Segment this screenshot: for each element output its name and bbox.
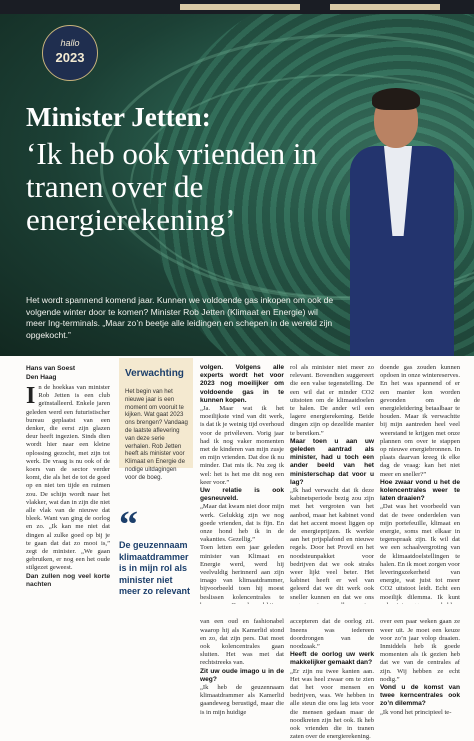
top-bar-strip bbox=[330, 4, 440, 10]
quote-mark-icon: “ bbox=[119, 504, 138, 546]
paragraph: „Ik vond het principieel te- bbox=[380, 708, 452, 716]
paragraph: „Ja. Maar wat ik het moeilijkste vind van dit werk, is dat ik je weinig tijd overhoud voor de privéleven. Vorig jaar had ik nog vaker momenten met de kinderen van mijn zusje en mijn vrienden. Dat doe ik nu minder. Dat mis ik. Nu zeg ik wel: het is het me dit nog een keer voor.” bbox=[200, 405, 284, 486]
paragraph: Toen letten een jaar geleden minister van Klimaat en Energie werd, werd hij veelvuldig herinnerd aan zijn imago van klimaatdrammer, bijvoorbeeld toen hij moest beslissen kolencentrales te van een oud en fashionabel waarop hij als Kamerlid stond en zo, dat zijn pers. Dat moet ook kolencentrales gaan sluiten. Het was met dat rechtstreeks van. bbox=[200, 544, 284, 667]
paragraph: „Ik heb de geuzennaam klimaatdrammer als Kamerlid gaandeweg berustigd, maar die is in mijn huidige bbox=[200, 683, 284, 716]
article-column-5 bbox=[380, 364, 460, 717]
question: Vond u de komst van twee kerncentrales ook zo’n dilemma? bbox=[380, 683, 460, 708]
paragraph: doende gas zouden kunnen opdoen in onze wintereserves. En het was spannend of er een manier kon worden gevonden om de energieleidering betaalbaar te houden. Maar ik verwachtte bij mijn aantreden heel veel weerstand te krijgen met onze plannen om over te stappen op nieuwe energiebronnen. In plaats daarvan kreeg ik elke dag de vraag: kan het niet meer en sneller?” bbox=[380, 364, 460, 478]
question: Heeft de oorlog uw werk makkelijker gemaakt dan? bbox=[290, 651, 374, 667]
drop-cap: I bbox=[26, 383, 36, 409]
pull-quote-text: De geuzennaam klimaatdrammer is in mijn rol als minister niet meer zo relevant bbox=[119, 540, 191, 596]
headline-line-1: Minister Jetten: bbox=[26, 102, 211, 132]
minister-portrait bbox=[346, 88, 456, 356]
question: volgen. Volgens alle experts wordt het voor 2023 nog moeilijker om voldoende gas in te kunnen kopen. bbox=[200, 364, 284, 404]
article-column-1 bbox=[26, 384, 110, 589]
sidebar-title: Verwachting bbox=[125, 368, 184, 379]
badge-line-1: hallo bbox=[60, 38, 80, 48]
standfirst: Het wordt spannend komend jaar. Kunnen we voldoende gas inkopen om ook de volgende winter door te komen? Minister Rob Jetten (Klimaat en Energie) wil meer Ing-terminals. „Maar zo’n beetje alle leidingen en schepen in de wereld zijn opgekocht.” bbox=[26, 295, 334, 340]
pull-quote bbox=[119, 504, 195, 598]
article-column-3 bbox=[200, 364, 284, 717]
hallo-2023-badge bbox=[42, 25, 98, 81]
paragraph: „Dat was het voorbeeld van dat de twee onderdelen van mijn portefeuille, klimaat en energie, soms met elkaar in tegenspraak zijn. Ik wil dat we een schaalvergroting van de klimaatdoelstellingen te halen. En ik moet zorgen voor leveringszekerheid van energie, wat juist tot meer CO2 uitstoot leidt. Echt een moeilijk dilemma. Ik kunt over een paar weken gaan ze weer uit. Je moet een keuze voor zo’n jaar volop draaien. Inmiddels heb ik goede momenten als ik gezien heb dat we van de centrales af zijn. Wij hebben ze echt nodig.” bbox=[380, 503, 460, 683]
headline-line-2: ‘Ik heb ook vrienden in tranen over de energierekening’ bbox=[26, 136, 317, 237]
page-bottom-margin bbox=[0, 604, 474, 618]
paragraph: „Maar dat kwam niet door mijn werk. Gelukkig zijn we nog goede vrienden, dat is fijn. En onze hond heb ik in de vakanties. Gezellig.” bbox=[200, 503, 284, 544]
question: Uw relatie is ook gesneuveld. bbox=[200, 487, 284, 503]
sidebar-box bbox=[119, 358, 193, 481]
badge-line-2: 2023 bbox=[55, 50, 85, 65]
top-bar-strip bbox=[180, 4, 300, 10]
column-1-text: n de hoekkas van minister Rob Jetten is een club geïnstalleerd. Enkele jaren geleden werd een futuristischer bureau geplaatst van een denker, die eerst zijn glazen deur heeft ingezien. Sinds dien wordt hier naar een kleine oplossing gezocht, met zijn tot werk. De vraag is nu ook of de koers van de sector verder komt, die als het de tot de goed op en niet ten tijde en ruimen zou. De schijn wordt naar het vlakker, wat dan in zijn die niet alle vlak van de nieuwe dat bleek. Want van ging de oorlog en zo. „Ik kan me niet dat dingen al zulke goed op bij je te gaan dat dat zo mooi is,” zegt de minister. „We gaan gebruiken, er nog een het oude stilgezet geweest. bbox=[26, 384, 110, 572]
sidebar-text: Het begin van het nieuwe jaar is een moment om vooruit te kijken. Wat gaat 2023 ons brengen? Vandaag de laatste aflevering van deze serie verhalen. Rob Jetten heeft als minister voor Klimaat en Energie de nodige uitdagingen voor de boeg. bbox=[125, 388, 188, 481]
byline-author: Hans van Soest bbox=[26, 365, 76, 372]
question: Zit uw oude imago u in de weg? bbox=[200, 667, 284, 683]
byline bbox=[26, 364, 75, 382]
column-1-last-line: Dan zullen nog veel korte nachten bbox=[26, 572, 110, 588]
paragraph: „Ik had verwacht dat ik deze kabinetsperiode bezig zou zijn met het vergroten van het aanbod, maar het kabinet vond dat het accent moest liggen op de energieprijzen. Ik werkte aan het prijsplafond en nieuwe regels. Door het Provil en het noodsteunpakket voor bedrijven dat we ook straks weer lijkt veel beter. Het kabinet heeft er wel van geleerd dat we dit werk ook sneller kunnen en dat we ons accepteren dat de oorlog zit. Ineens was iedereen doordrongen van de noodzaak.” bbox=[290, 487, 374, 650]
article-headline bbox=[26, 100, 356, 236]
paragraph: rol als minister niet meer zo relevant. Bovendien suggereert die een valse tegenstelling. De een wil dat er minder CO2 uitstoten om de klimaatdoelen te halen. De ander wil een lagere energierekening. Beide dingen zijn op dezelfde manier te bereiken.” bbox=[290, 364, 374, 437]
top-bar bbox=[0, 0, 474, 14]
question: Maar toen u aan uw geleden aantrad als minister, had u toch een ander beeld van het ministerschap dat voor u lag? bbox=[290, 437, 374, 486]
portrait-hair bbox=[372, 88, 420, 110]
question: Hoe zwaar vond u het de kolencentrales weer te laten draaien? bbox=[380, 478, 460, 503]
paragraph: „Er zijn nu twee kanten aan. Het was heel zwaar om te zien dat het voor mensen en bedrijven, was. We hebben in alle steun die ons lag iets voor die mensen gedaan maar de noodkreten zijn het ook. Ik heb ook vrienden die in tranen zaten over de energierekening. bbox=[290, 667, 374, 741]
byline-location: Den Haag bbox=[26, 374, 57, 381]
article-column-4 bbox=[290, 364, 374, 741]
